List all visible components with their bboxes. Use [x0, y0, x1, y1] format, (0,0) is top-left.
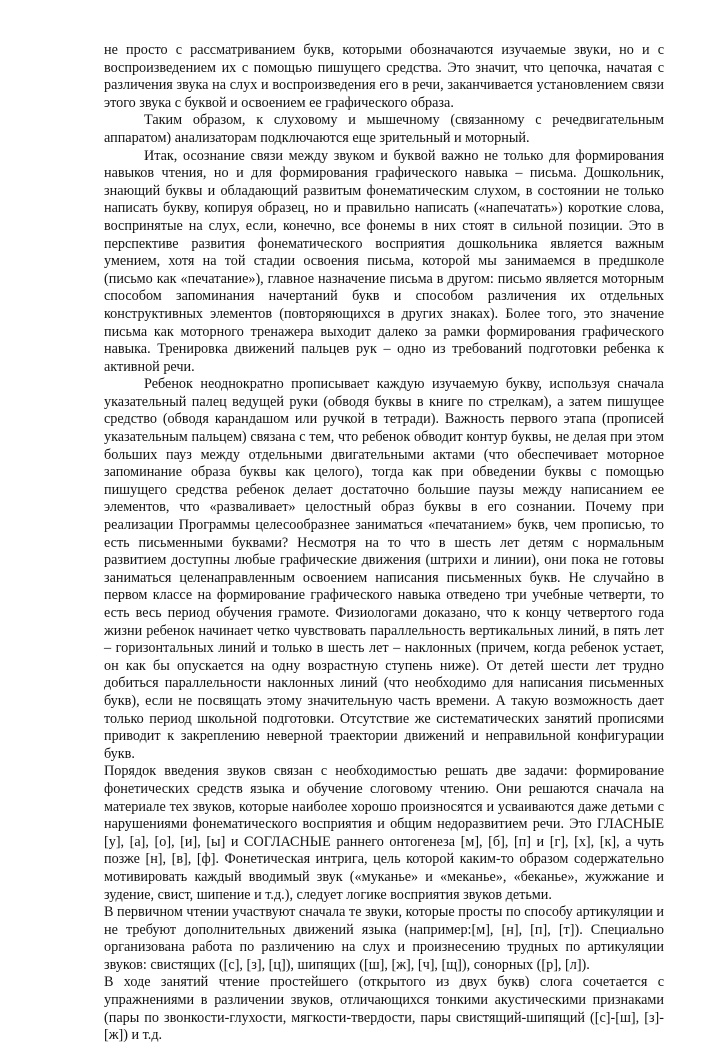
paragraph-3: Итак, осознание связи между звуком и буквой важно не только для формирования навыков чтения, но и для формирования графического навыка – письма. Дошкольник, знающий буквы и обладающий развитым фонематическим слухом, в состоянии не только написать букву, копируя образец, но и правильно написать («напечатать») короткие слова, воспринятые на слух, если, конечно, все фонемы в них стоят в сильной позиции. Это в перспективе развития фонематического восприятия дошкольника является важным умением, хотя на той стадии освоения письма, которой мы занимаемся в предшколе (письмо как «печатание»), главное назначение письма в другом: письмо является моторным способом запоминания начертаний букв и способом различения их отдельных конструктивных элементов (повторяющихся в других знаках). Более того, это значение письма как моторного тренажера выходит далеко за рамки формирования графического навыка. Тренировка движений пальцев рук – одно из требований подготовки ребенка к активной речи.	[104, 147, 664, 375]
paragraph-7: В ходе занятий чтение простейшего (открытого из двух букв) слога сочетается с упражнениями в различении звуков, отличающихся тонкими акустическими признаками (пары по звонкости-глухости, мягкости-твердости, пары свистящий-шипящий ([с]-[ш], [з]-[ж]) и т.д.	[104, 974, 664, 1044]
paragraph-6: В первичном чтении участвуют сначала те звуки, которые просты по способу артикуляции и не требуют дополнительных движений языка (например:[м], [н], [п], [т]). Специально организована работа по различению на слух и произнесению трудных по артикуляции звуков: свистящих ([с], [з], [ц]), шипящих ([ш], [ж], [ч], [щ]), сонорных ([р], [л]).	[104, 904, 664, 973]
paragraph-4: Ребенок неоднократно прописывает каждую изучаемую букву, используя сначала указательный палец ведущей руки (обводя буквы в книге по стрелкам), а затем пишущее средство (обводя карандашом или ручкой в тетради). Важность первого этапа (прописей указательным пальцем) связана с тем, что ребенок обводит контур буквы, не делая при этом больших пауз между отдельными двигательными актами (что обеспечивает моторное запоминание образа буквы как целого), тогда как при обведении буквы с помощью пишущего средства ребенок делает достаточно большие паузы между написанием ее элементов, что «разваливает» целостный образ буквы в его сознании. Почему при реализации Программы целесообразнее заниматься «печатанием» букв, чем прописью, то есть письменными буквами? Несмотря на то что в шесть лет детям с нормальным развитием доступны любые графические движения (штрихи и линии), они пока не готовы заниматься целенаправленным освоением написания письменных букв. Не случайно в первом классе на формирование графического навыка отведено три учебные четверти, то есть весь период обучения грамоте. Физиологами доказано, что к концу четвертого года жизни ребенок начинает четко чувствовать параллельность вертикальных линий, в пять лет – горизонтальных линий и только в шесть лет – наклонных (причем, когда ребенок устает, он как бы опускается на одну возрастную ступень ниже). От детей шести лет трудно добиться параллельности наклонных линий (что необходимо для написания письменных букв), если не посвящать этому значительную часть времени. А такую возможность дает только период школьной подготовки. Отсутствие же систематических занятий прописями приводит к закреплению неверной траектории движений и неправильной конфигурации букв.	[104, 376, 664, 762]
paragraph-2: Таким образом, к слуховому и мышечному (связанному с речедвигательным аппаратом) анализаторам подключаются еще зрительный и моторный.	[104, 112, 664, 146]
paragraph-5: Порядок введения звуков связан с необходимостью решать две задачи: формирование фонетических средств языка и обучение слоговому чтению. Они решаются сначала на материале тех звуков, которые наиболее хорошо произносятся и усваиваются даже детьми с нарушениями фонематического восприятия и общим недоразвитием речи. Это ГЛАСНЫЕ [у], [а], [о], [и], [ы] и СОГЛАСНЫЕ раннего онтогенеза [м], [б], [п] и [г], [х], [к], а чуть позже [н], [в], [ф]. Фонетическая интрига, цель которой каким-то образом содержательно мотивировать каждый вводимый звук («муканье» и «меканье», «беканье», жужжание и зудение, свист, шипение и т.д.), следует логике восприятия звуков детьми.	[104, 763, 664, 903]
paragraph-1: не просто с рассматриванием букв, которыми обозначаются изучаемые звуки, но и с воспроизведением их с помощью пишущего средства. Это значит, что цепочка, начатая с различения звука на слух и воспроизведения его в речи, заканчивается установлением связи этого звука с буквой и освоением ее графического образа.	[104, 42, 664, 111]
